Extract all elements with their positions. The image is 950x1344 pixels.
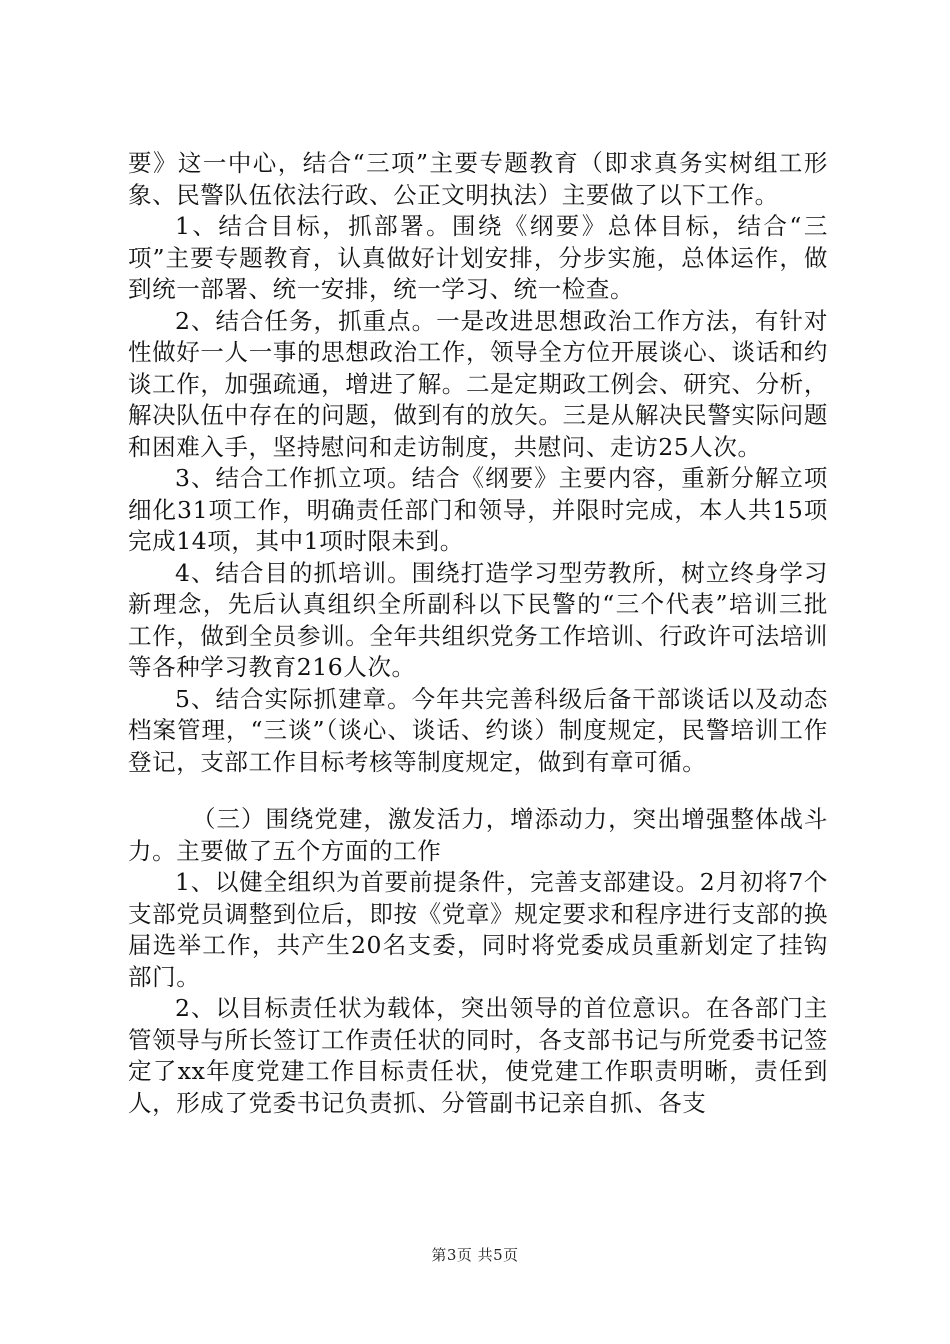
paragraph-item-3: 3、结合工作抓立项。结合《纲要》主要内容，重新分解立项细化31项工作，明确责任部门和领导，并限时完成，本人共15项完成14项，其中1项时限未到。	[128, 464, 828, 555]
paragraph-item-4: 4、结合目的抓培训。围绕打造学习型劳教所，树立终身学习新理念，先后认真组织全所副科以下民警的“三个代表”培训三批工作，做到全员参训。全年共组织党务工作培训、行政许可法培训等各种学习教育216人次。	[128, 558, 828, 681]
page-number-footer: 第3页 共5页	[431, 1246, 519, 1264]
section-paragraph-1: 1、以健全组织为首要前提条件，完善支部建设。2月初将7个支部党员调整到位后，即按《党章》规定要求和程序进行支部的换届选举工作，共产生20名支委，同时将党委成员重新划定了挂钩部门。	[128, 868, 828, 991]
paragraph-item-5: 5、结合实际抓建章。今年共完善科级后备干部谈话以及动态档案管理，“三谈”（谈心、谈话、约谈）制度规定，民警培训工作登记，支部工作目标考核等制度规定，做到有章可循。	[128, 684, 828, 776]
paragraph-item-1: 1、结合目标，抓部署。围绕《纲要》总体目标，结合“三项”主要专题教育，认真做好计划安排，分步实施，总体运作，做到统一部署、统一安排，统一学习、统一检查。	[128, 212, 828, 303]
section-paragraph-2: 2、以目标责任状为载体，突出领导的首位意识。在各部门主管领导与所长签订工作责任状的同时，各支部书记与所党委书记签定了xx年度党建工作目标责任状，使党建工作职责明晰，责任到人，形成了党委书记负责抓、分管副书记亲自抓、各支	[128, 994, 828, 1117]
section-heading: （三）围绕党建，激发活力，增添动力，突出增强整体战斗力。主要做了五个方面的工作	[128, 805, 828, 865]
paragraph-item-2: 2、结合任务，抓重点。一是改进思想政治工作方法，有针对性做好一人一事的思想政治工作，领导全方位开展谈心、谈话和约谈工作，加强疏通，增进了解。二是定期政工例会、研究、分析，解决队伍中存在的问题，做到有的放矢。三是从解决民警实际问题和困难入手，坚持慰问和走访制度，共慰问、走访25人次。	[128, 306, 828, 461]
document-body	[128, 148, 828, 1119]
paragraph-continuation: 要》这一中心，结合“三项”主要专题教育（即求真务实树组工形象、民警队伍依法行政、公正文明执法）主要做了以下工作。	[128, 149, 828, 209]
